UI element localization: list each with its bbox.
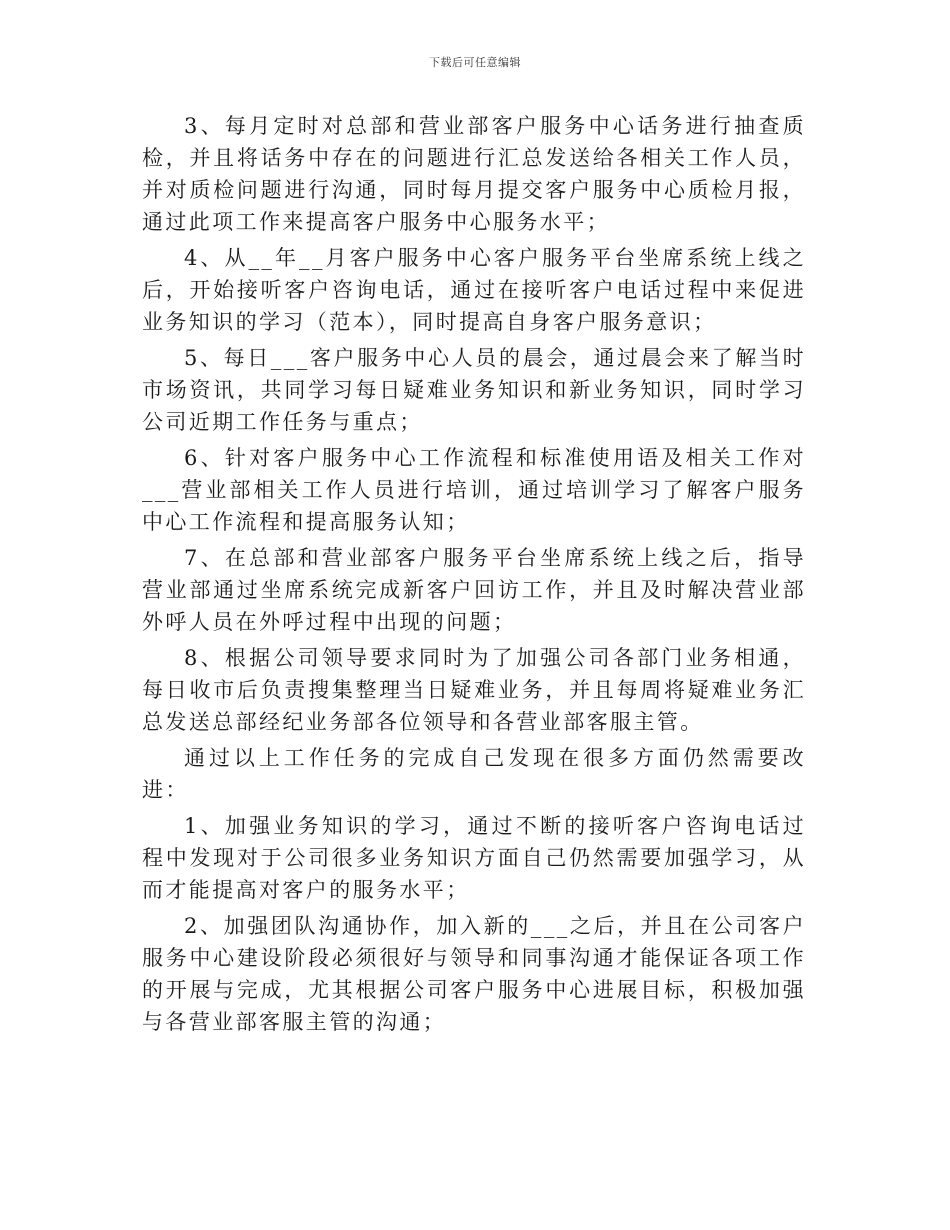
document-body — [142, 110, 806, 1042]
paragraph-item-8: 8、根据公司领导要求同时为了加强公司各部门业务相通，每日收市后负责搜集整理当日疑难业务，并且每周将疑难业务汇总发送总部经纪业务部各位领导和各营业部客服主管。 — [142, 646, 806, 734]
paragraph-summary: 通过以上工作任务的完成自己发现在很多方面仍然需要改进： — [142, 746, 806, 802]
paragraph-item-7: 7、在总部和营业部客户服务平台坐席系统上线之后，指导营业部通过坐席系统完成新客户回访工作，并且及时解决营业部外呼人员在外呼过程中出现的问题； — [142, 546, 806, 634]
paragraph-item-3: 3、每月定时对总部和营业部客户服务中心话务进行抽查质检，并且将话务中存在的问题进行汇总发送给各相关工作人员，并对质检问题进行沟通，同时每月提交客户服务中心质检月报，通过此项工作来提高客户服务中心服务水平； — [142, 114, 806, 234]
paragraph-item-4: 4、从__年__月客户服务中心客户服务平台坐席系统上线之后，开始接听客户咨询电话，通过在接听客户电话过程中来促进业务知识的学习（范本），同时提高自身客户服务意识； — [142, 246, 806, 334]
paragraph-item-5: 5、每日___客户服务中心人员的晨会，通过晨会来了解当时市场资讯，共同学习每日疑难业务知识和新业务知识，同时学习公司近期工作任务与重点； — [142, 346, 806, 434]
paragraph-improvement-1: 1、加强业务知识的学习，通过不断的接听客户咨询电话过程中发现对于公司很多业务知识方面自己仍然需要加强学习，从而才能提高对客户的服务水平； — [142, 814, 806, 902]
paragraph-item-6: 6、针对客户服务中心工作流程和标准使用语及相关工作对___营业部相关工作人员进行培训，通过培训学习了解客户服务中心工作流程和提高服务认知； — [142, 446, 806, 534]
paragraph-improvement-2: 2、加强团队沟通协作，加入新的___之后，并且在公司客户服务中心建设阶段必须很好与领导和同事沟通才能保证各项工作的开展与完成，尤其根据公司客户服务中心进展目标，积极加强与各营业部客服主管的沟通； — [142, 914, 806, 1034]
page-header: 下载后可任意编辑 — [429, 56, 521, 69]
